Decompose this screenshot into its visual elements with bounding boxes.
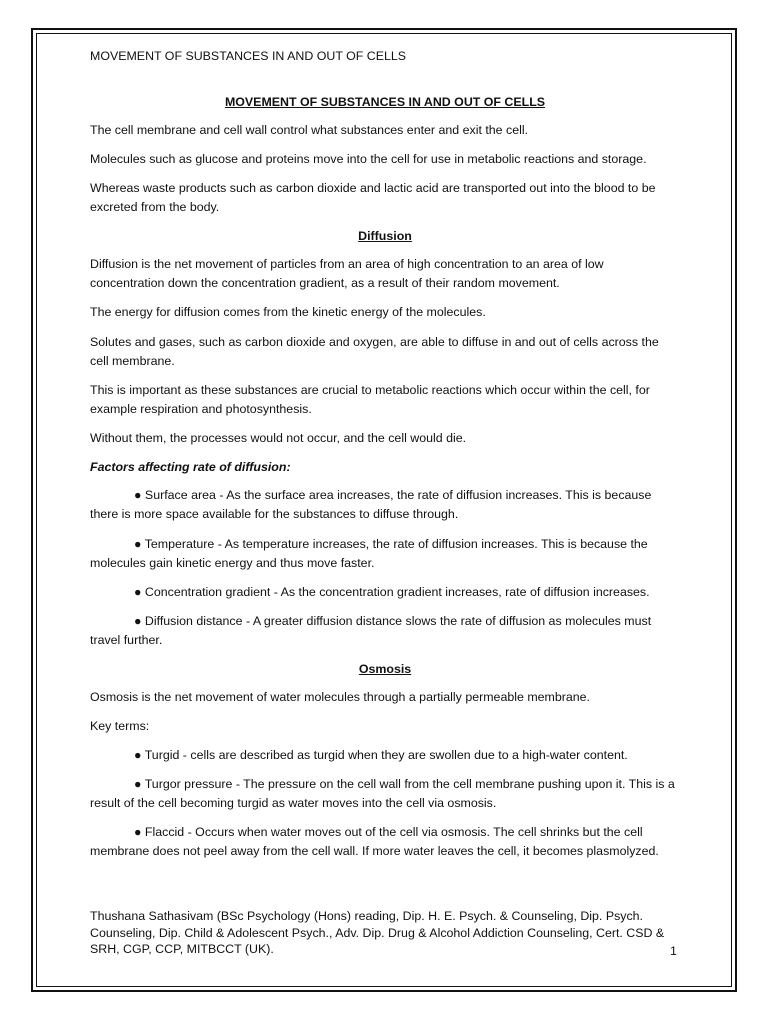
intro-paragraph-3: Whereas waste products such as carbon dioxide and lactic acid are transported out into the blood to be excreted from the body. [90, 181, 656, 214]
diffusion-paragraph-3: Solutes and gases, such as carbon dioxide and oxygen, are able to diffuse in and out of cells across the cell membrane. [90, 335, 659, 368]
document-title: MOVEMENT OF SUBSTANCES IN AND OUT OF CELLS [224, 95, 546, 109]
factor-surface-area: ● Surface area - As the surface area increases, the rate of diffusion increases. This is because there is more space available for the substances to diffuse through. [90, 488, 652, 521]
intro-paragraph-1: The cell membrane and cell wall control what substances enter and exit the cell. [90, 123, 529, 137]
diffusion-paragraph-5: Without them, the processes would not occur, and the cell would die. [90, 431, 467, 445]
page-number: 1 [670, 944, 677, 958]
term-turgor-pressure: ● Turgor pressure - The pressure on the cell wall from the cell membrane pushing upon it. This is a result of the cell becoming turgid as water moves into the cell via osmosis. [90, 777, 675, 810]
diffusion-heading: Diffusion [358, 229, 412, 243]
factors-heading: Factors affecting rate of diffusion: [90, 460, 291, 474]
factor-diffusion-distance: ● Diffusion distance - A greater diffusion distance slows the rate of diffusion as molecules must travel further. [90, 614, 652, 647]
diffusion-paragraph-2: The energy for diffusion comes from the kinetic energy of the molecules. [90, 305, 486, 319]
page-header: MOVEMENT OF SUBSTANCES IN AND OUT OF CELLS [90, 49, 407, 63]
factor-temperature: ● Temperature - As temperature increases, the rate of diffusion increases. This is because the molecules gain kinetic energy and thus move faster. [90, 537, 648, 570]
term-turgid: ● Turgid - cells are described as turgid when they are swollen due to a high-water content. [134, 748, 628, 762]
term-flaccid: ● Flaccid - Occurs when water moves out of the cell via osmosis. The cell shrinks but the cell membrane does not peel away from the cell wall. If more water leaves the cell, it becomes plasmolyzed. [90, 825, 659, 858]
key-terms-label: Key terms: [90, 719, 150, 733]
intro-paragraph-2: Molecules such as glucose and proteins move into the cell for use in metabolic reactions and storage. [90, 152, 647, 166]
footer-author-credentials: Thushana Sathasivam (BSc Psychology (Hons) reading, Dip. H. E. Psych. & Counseling, Dip. Psych. Counseling, Dip. Child & Adolescent Psych., Adv. Dip. Drug & Alcohol Addiction Counseling, Cert. CSD & SRH, CGP, CCP, MITBCCT (UK). [90, 909, 665, 956]
diffusion-paragraph-4: This is important as these substances are crucial to metabolic reactions which occur within the cell, for example respiration and photosynthesis. [90, 383, 650, 416]
osmosis-definition: Osmosis is the net movement of water molecules through a partially permeable membrane. [90, 690, 590, 704]
osmosis-heading: Osmosis [358, 662, 412, 676]
factor-concentration-gradient: ● Concentration gradient - As the concentration gradient increases, rate of diffusion increases. [134, 585, 650, 599]
diffusion-paragraph-1: Diffusion is the net movement of particles from an area of high concentration to an area of low concentration down the concentration gradient, as a result of their random movement. [90, 257, 604, 290]
